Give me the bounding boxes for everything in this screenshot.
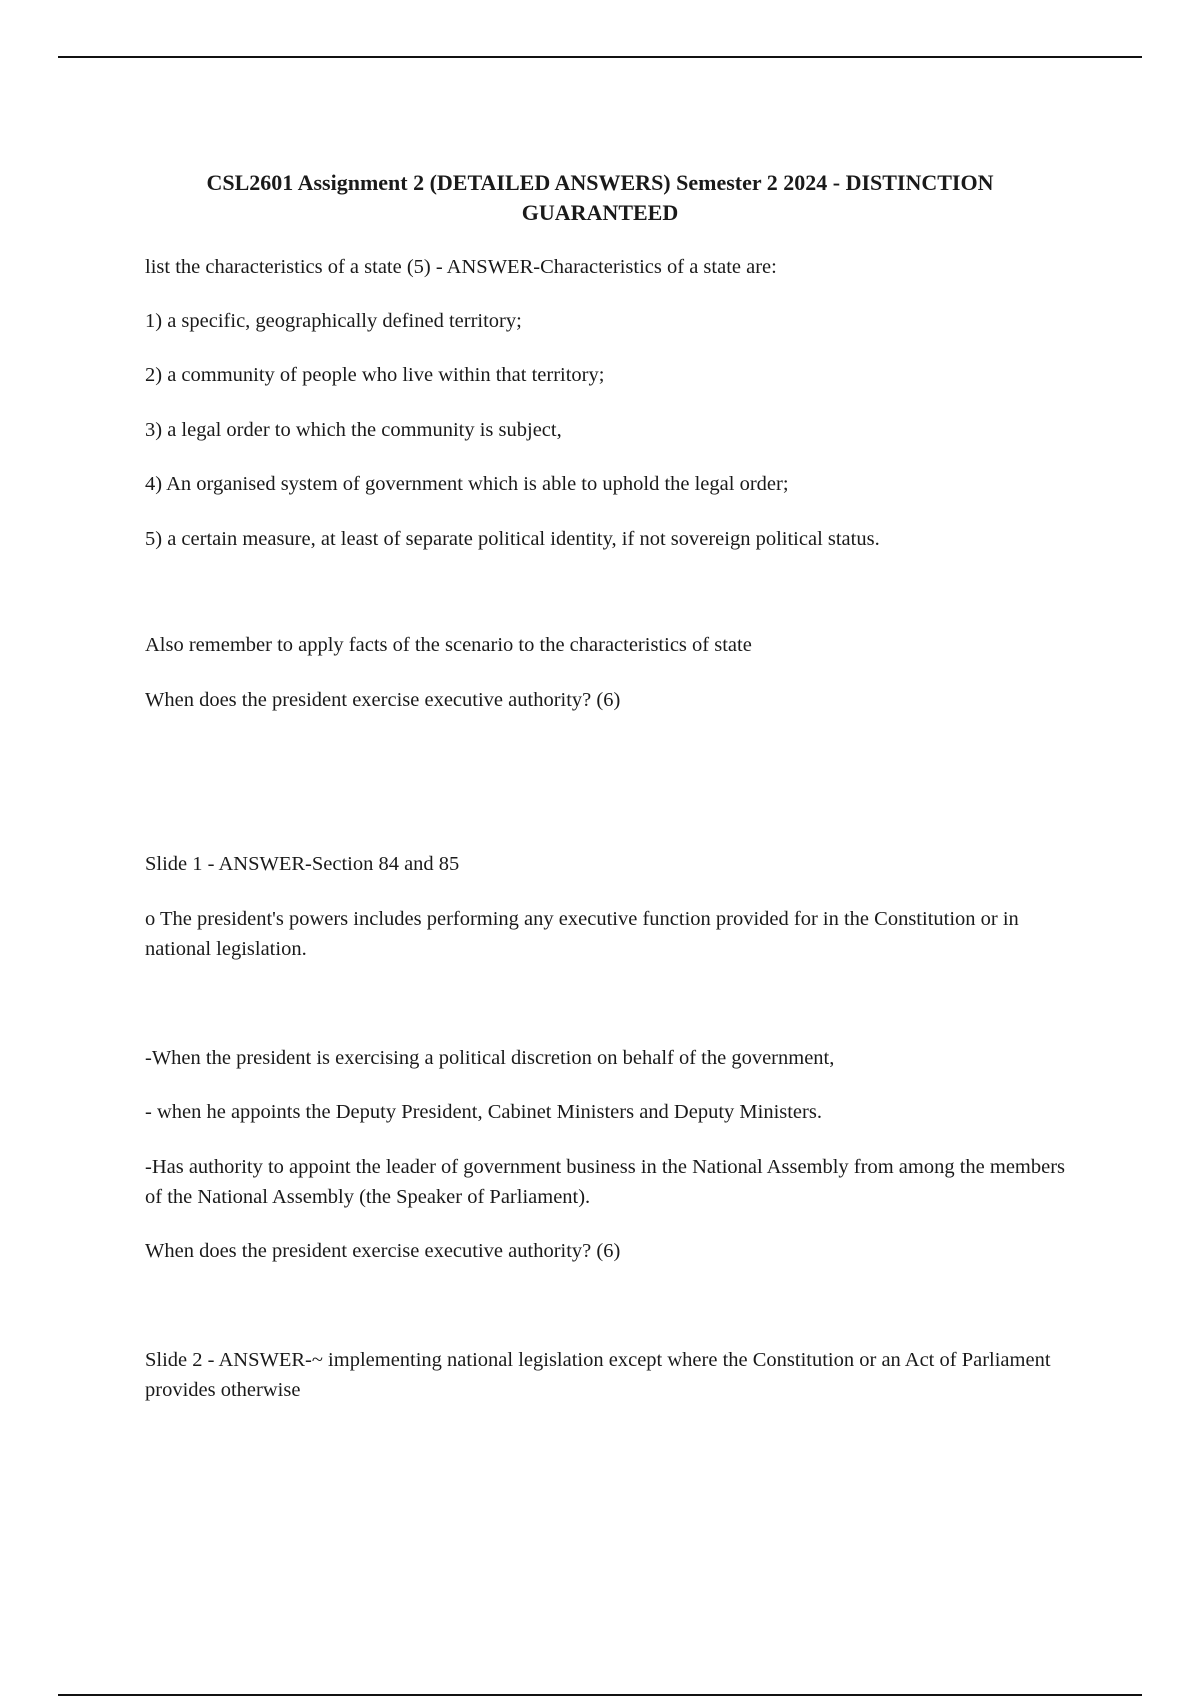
- footer-rule: [58, 1694, 1142, 1696]
- list-item-5: 5) a certain measure, at least of separate political identity, if not sovereign political status.: [145, 528, 880, 550]
- paragraph-president-powers: o The president's powers includes performing any executive function provided for in the Constitution or in national legislation.: [145, 908, 1019, 960]
- list-item-1: 1) a specific, geographically defined territory;: [145, 310, 522, 332]
- paragraph-slide-2: Slide 2 - ANSWER-~ implementing national legislation except where the Constitution or an Act of Parliament provides otherwise: [145, 1349, 1051, 1401]
- paragraph-question-executive-1: When does the president exercise executive authority? (6): [145, 689, 621, 711]
- header-rule: [58, 56, 1142, 58]
- list-item-3: 3) a legal order to which the community is subject,: [145, 419, 562, 441]
- paragraph-political-discretion: -When the president is exercising a political discretion on behalf of the government,: [145, 1047, 835, 1069]
- paragraph-appoint-leader: -Has authority to appoint the leader of government business in the National Assembly from among the members of the National Assembly (the Speaker of Parliament).: [145, 1156, 1066, 1208]
- list-item-2: 2) a community of people who live within that territory;: [145, 364, 605, 386]
- paragraph-question-executive-2: When does the president exercise executive authority? (6): [145, 1240, 621, 1262]
- paragraph-question-characteristics: list the characteristics of a state (5) - ANSWER-Characteristics of a state are:: [145, 256, 777, 278]
- paragraph-appoints-ministers: - when he appoints the Deputy President, Cabinet Ministers and Deputy Ministers.: [145, 1101, 822, 1123]
- page-title: CSL2601 Assignment 2 (DETAILED ANSWERS) Semester 2 2024 - DISTINCTION GUARANTEED: [206, 170, 994, 225]
- paragraph-slide-1: Slide 1 - ANSWER-Section 84 and 85: [145, 853, 460, 875]
- paragraph-reminder: Also remember to apply facts of the scenario to the characteristics of state: [145, 634, 752, 656]
- list-item-4: 4) An organised system of government which is able to uphold the legal order;: [145, 473, 789, 495]
